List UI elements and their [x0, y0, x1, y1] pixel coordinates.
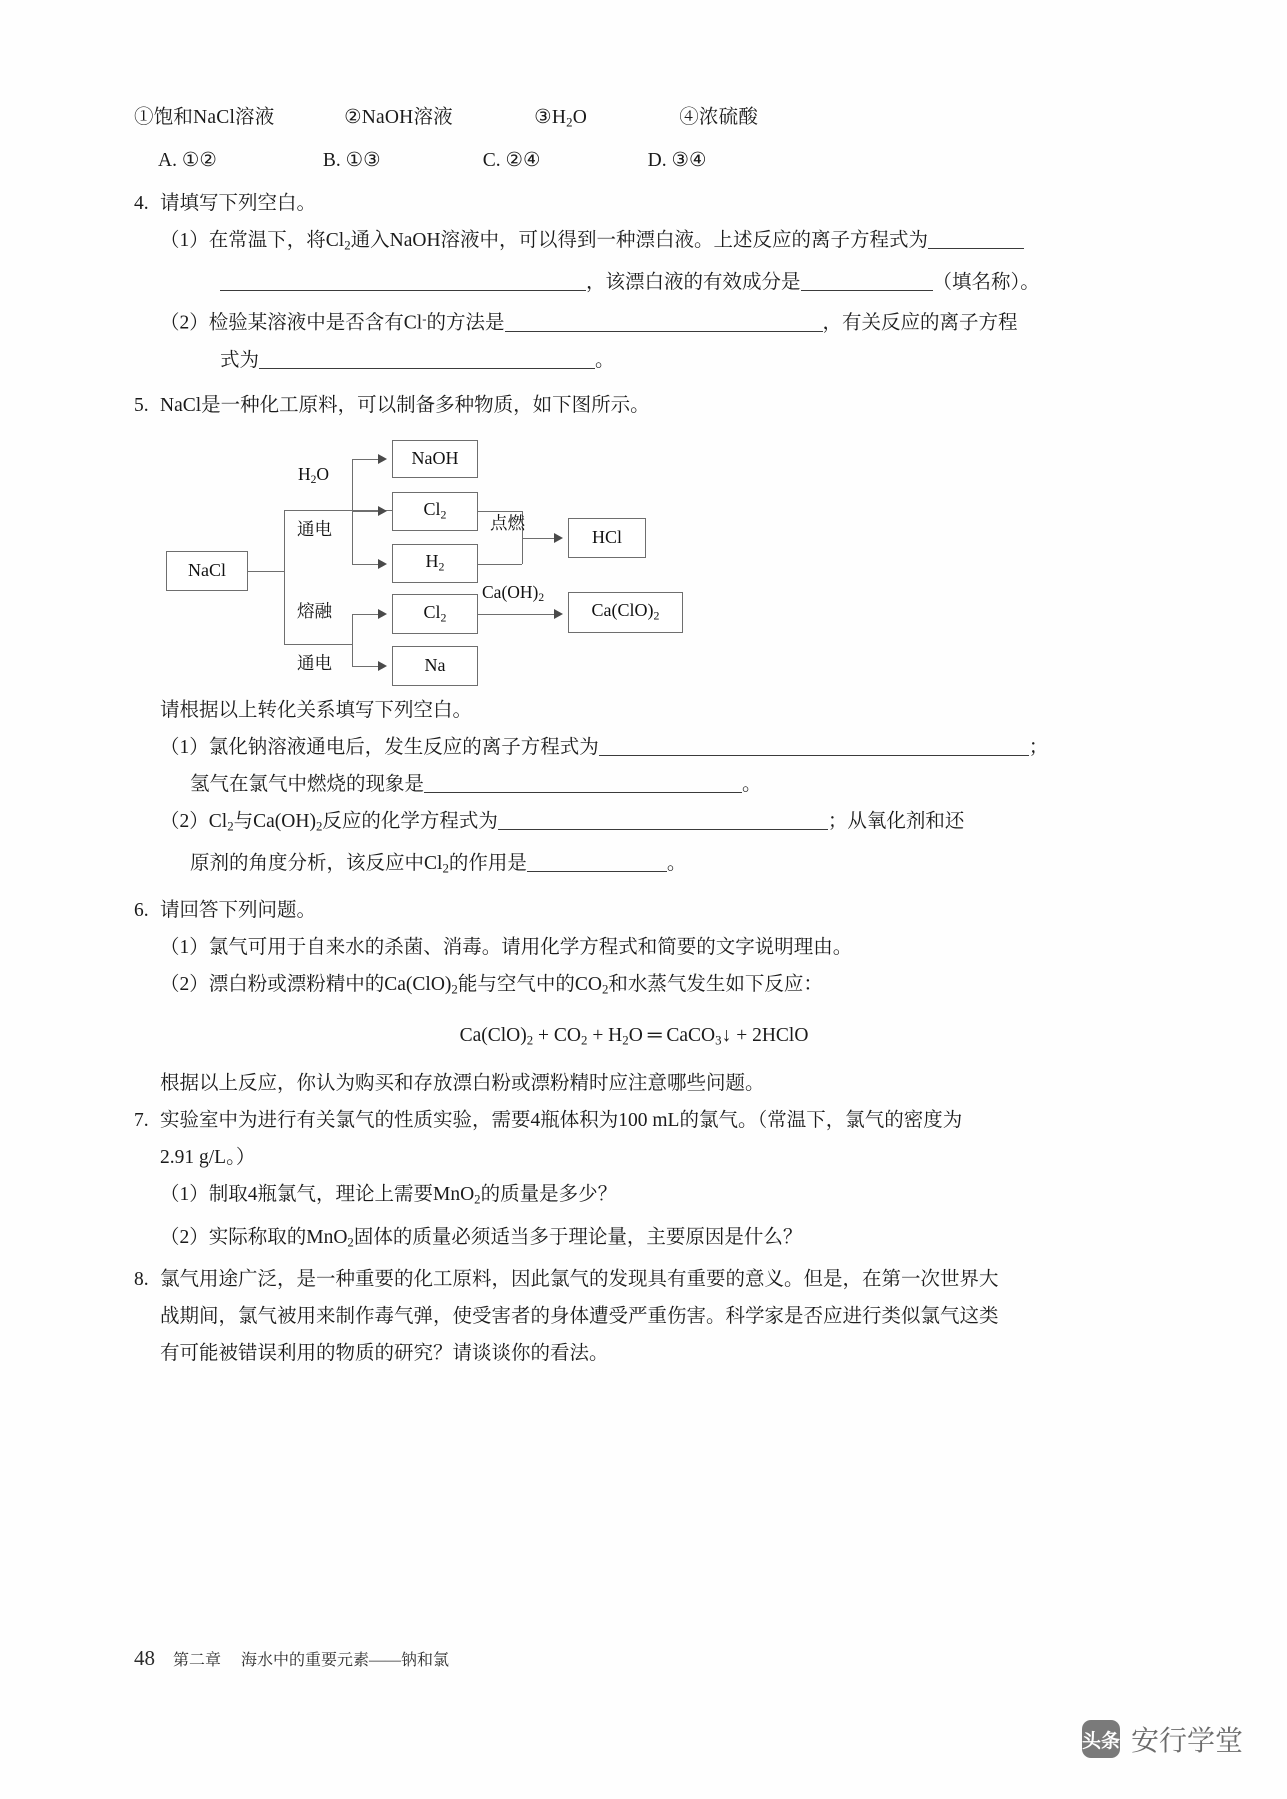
q6-p2-text-a: （2）漂白粉或漂粉精中的Ca(ClO) [160, 973, 452, 995]
question-4-number: 4. [134, 192, 149, 214]
diagram-edge-nacl-split [284, 510, 285, 644]
diagram-label-electrolysis-top: 通电 [297, 518, 332, 539]
question-6-equation: $Ca(ClO)_2 + CO_2 + H_2O$ ═ CaCO$_3$↓ + 2HClO [459, 1025, 809, 1048]
answer-blank-q4-1a[interactable] [928, 231, 1024, 249]
q5-p2-text-e: 原剂的角度分析，该反应中Cl [190, 853, 443, 875]
question-8-line-2: 战期间，氯气被用来制作毒气弹，使受害者的身体遭受严重伤害。科学家是否应进行类似氯气这类 [160, 1306, 999, 1328]
q7-p1-text-a: （1）制取4瓶氯气，理论上需要MnO [160, 1183, 475, 1205]
arrow-to-h2-icon [378, 559, 387, 569]
q5-p2-text-d: ；从氧化剂和还 [827, 810, 965, 832]
q5-p2-text-c: 反应的化学方程式为 [322, 810, 498, 832]
diagram-node-h2: $H_2$ [392, 544, 478, 583]
q4-p2-text-d: 式为 [220, 349, 260, 371]
answer-blank-q4-2a[interactable] [505, 314, 823, 332]
question-8-number: 8. [134, 1269, 149, 1291]
answer-blank-q5-2a[interactable] [498, 812, 828, 830]
question-5-stem [134, 387, 1134, 424]
question-7-part-2: （2）实际称取的MnO$_2$固体的质量必须适当多于理论量，主要原因是什么？ [160, 1226, 803, 1250]
diagram-edge-to-cl2-bottom [352, 614, 378, 615]
answer-blank-q5-2b[interactable] [527, 854, 667, 872]
diagram-edge-lower-bus [352, 614, 353, 666]
arrow-to-caclo2-icon [554, 609, 563, 619]
question-7-part-1: （1）制取4瓶氯气，理论上需要MnO$_2$的质量是多少？ [160, 1183, 618, 1207]
options-row [134, 141, 1134, 181]
q5-p1-text-b: ； [1028, 736, 1049, 758]
question-6-stem-text: 请回答下列问题。 [160, 899, 317, 921]
q5-p1-text-d: 。 [742, 773, 762, 795]
q7-p1-text-b: 的质量是多少？ [480, 1183, 618, 1205]
footer-chapter: 第二章 [173, 1652, 222, 1669]
question-5-part-2-cont: 原剂的角度分析，该反应中$Cl_2$的作用是 。 [190, 853, 687, 876]
diagram-edge-h2-out [478, 564, 522, 565]
option-b[interactable]: B. ①③ [322, 149, 381, 171]
q4-p1-cont-a: ，该漂白液的有效成分是 [586, 272, 801, 294]
toutiao-logo-icon: 头条 [1082, 1720, 1120, 1758]
answer-blank-q5-1a[interactable] [599, 738, 1029, 756]
diagram-edge-nacl-stem [248, 571, 284, 572]
q4-p2-text-a: （2）检验某溶液中是否含有Cl [160, 312, 423, 334]
option-c[interactable]: C. ②④ [482, 149, 541, 171]
choice-item-3: $③H_2O$ [534, 107, 588, 130]
diagram-edge-cl2-to-caclo2 [478, 614, 554, 615]
page-content [134, 100, 1134, 1372]
q4-p1-text-b: 通入NaOH溶液中，可以得到一种漂白液。上述反应的离子方程式为 [350, 229, 929, 251]
question-5-stem-text: NaCl是一种化工原料，可以制备多种物质，如下图所示。 [160, 394, 650, 416]
q5-p2-text-a: （2）Cl [160, 810, 228, 832]
q4-p2-text-c: ，有关反应的离子方程 [822, 312, 1018, 334]
answer-blank-q4-1c[interactable] [801, 273, 933, 291]
question-7-number: 7. [134, 1109, 149, 1131]
question-5-part-1 [134, 729, 1134, 766]
diagram-node-cl2-bottom: $Cl_2$ [392, 594, 478, 634]
question-5-part-1-cont [134, 766, 1134, 803]
question-6-part-1: （1）氯气可用于自来水的杀菌、消毒。请用化学方程式和简要的文字说明理由。 [160, 936, 853, 958]
diagram-edge-to-naoh [352, 459, 378, 460]
question-5-lead: 请根据以上转化关系填写下列空白。 [160, 699, 473, 721]
choice-item-4: ④浓硫酸 [679, 107, 759, 128]
q4-p1-cont-b: （填名称）。 [932, 272, 1040, 294]
question-6-part-3: 根据以上反应，你认为购买和存放漂白粉或漂粉精时应注意哪些问题。 [160, 1072, 765, 1094]
watermark-label: 安行学堂 [1130, 1725, 1243, 1756]
footer-title: 海水中的重要元素——钠和氯 [241, 1652, 450, 1669]
q4-p1-sub: 2 [344, 238, 351, 253]
question-7-stem-cont: 2.91 g/L。） [160, 1146, 256, 1168]
q7-p2-text-a: （2）实际称取的MnO [160, 1226, 348, 1248]
option-d[interactable]: D. ③④ [647, 149, 707, 171]
diagram-edge-lower-branch [284, 644, 352, 645]
arrow-to-naoh-icon [378, 454, 387, 464]
diagram-label-molten: 熔融 [297, 600, 332, 621]
diagram-node-naoh: NaOH [392, 440, 478, 478]
arrow-to-cl2-bottom-icon [378, 609, 387, 619]
q5-p2-text-f: 的作用是 [448, 853, 527, 875]
q6-p2-text-b: 能与空气中的CO [457, 973, 602, 995]
question-4-stem-text: 请填写下列空白。 [160, 192, 317, 214]
q7-p2-text-b: 固体的质量必须适当多于理论量，主要原因是什么？ [353, 1226, 803, 1248]
arrow-to-hcl-icon [554, 533, 563, 543]
question-7-stem-a: 实验室中为进行有关氯气的性质实验，需要4瓶体积为100 mL的氯气。（常温下，氯气的密度为 [160, 1109, 963, 1131]
diagram-label-electrolysis-bottom: 通电 [297, 652, 332, 673]
answer-blank-q4-1b[interactable] [220, 273, 586, 291]
question-6-part-2: （2）漂白粉或漂粉精中的$Ca(ClO)_2$能与空气中的$CO_2$和水蒸气发生如下反应： [160, 973, 823, 997]
choice-item-2: ②NaOH溶液 [344, 107, 453, 128]
question-4-part-1-cont [134, 264, 1134, 301]
diagram-node-nacl: NaCl [166, 551, 248, 591]
question-5-number: 5. [134, 394, 149, 416]
q5-p2-text-b: 与Ca(OH) [233, 810, 316, 832]
choices-line [134, 100, 1134, 141]
option-a[interactable]: A. ①② [158, 149, 217, 171]
diagram-label-h2o: $H_2O$ [298, 463, 330, 486]
footer-page-number: 48 [134, 1646, 155, 1670]
question-7-stem [134, 1102, 1134, 1139]
q6-p2-text-c: 和水蒸气发生如下反应： [608, 973, 823, 995]
q5-p1-text-c: 氢气在氯气中燃烧的现象是 [190, 773, 425, 795]
question-4-part-2 [134, 301, 1134, 341]
arrow-to-na-icon [378, 661, 387, 671]
diagram-edge-to-na [352, 666, 378, 667]
answer-blank-q4-2b[interactable] [259, 351, 595, 369]
q4-p2-sup: - [422, 312, 427, 327]
answer-blank-q5-1b[interactable] [424, 775, 742, 793]
diagram-node-hcl: HCl [568, 518, 646, 558]
question-6-stem [134, 892, 1134, 929]
diagram-node-cl2-top: $Cl_2$ [392, 492, 478, 531]
diagram-label-caoh2: $Ca(OH)_2$ [482, 581, 545, 604]
arrow-to-cl2-top-icon [378, 506, 387, 516]
q4-p1-text-a: （1）在常温下，将Cl [160, 229, 345, 251]
diagram-edge-to-cl2-top [352, 511, 378, 512]
question-8-line-1: 8. 氯气用途广泛，是一种重要的化工原料，因此氯气的发现具有重要的意义。但是，在第一次世界大 [134, 1261, 1134, 1298]
question-4-stem [134, 185, 1134, 222]
precipitate-arrow-icon: ↓ [721, 1025, 732, 1047]
question-4-part-2-cont [134, 342, 1134, 379]
diagram-label-ignite: 点燃 [490, 512, 525, 533]
diagram-edge-to-hcl [522, 538, 554, 539]
page-footer [134, 1646, 449, 1671]
question-5-part-2: $(2)Cl_2$与$Ca(OH)_2$反应的化学方程式为 ；从氧化剂和还 [160, 810, 965, 834]
q5-p2-text-g: 。 [666, 853, 687, 875]
watermark [1082, 1719, 1243, 1759]
diagram-edge-to-h2 [352, 564, 378, 565]
question-6-number: 6. [134, 899, 149, 921]
choice-item-1: ①饱和NaCl溶液 [134, 107, 275, 128]
q4-p2-text-e: 。 [595, 349, 615, 371]
nacl-flow-diagram [134, 432, 1134, 690]
diagram-node-caclo2: $Ca(ClO)_2$ [568, 592, 683, 633]
q4-p2-text-b: 的方法是 [426, 312, 505, 334]
q5-p1-text-a: （1）氯化钠溶液通电后，发生反应的离子方程式为 [160, 736, 599, 758]
question-8-line-3: 有可能被错误利用的物质的研究？请谈谈你的看法。 [160, 1343, 609, 1365]
question-4-part-1 [134, 222, 1134, 265]
diagram-node-na: Na [392, 646, 478, 686]
